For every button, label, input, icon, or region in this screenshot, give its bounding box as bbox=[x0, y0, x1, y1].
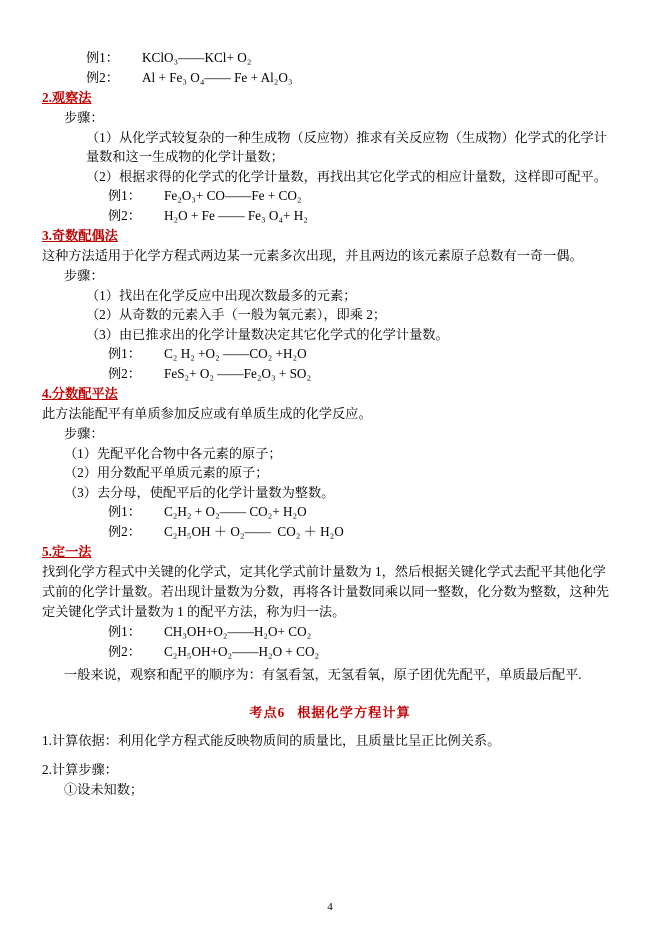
exam-point-header bbox=[42, 700, 618, 723]
example-label: 例1： bbox=[86, 50, 119, 65]
example-line bbox=[42, 68, 618, 88]
calc-steps-number: 2. bbox=[42, 762, 52, 777]
example-equation: Al + Fe₃ O₄—— Fe + Al₂O₃ bbox=[142, 69, 293, 85]
steps-label: 步骤： bbox=[64, 110, 104, 125]
example-label: 例2： bbox=[86, 69, 119, 85]
section-intro: 找到化学方程式中关键的化学式，定其化学式前计量数为 1，然后根据关键化学式去配平其他化学式前的化学计量数。若出现计量数为分数，再将各计量数同乘以同一整数，化分数为整数，这种先定关键化学式计量数为 1 的配平方法，称为归一法。 bbox=[42, 564, 610, 619]
section-heading bbox=[42, 541, 618, 562]
example-line bbox=[42, 364, 618, 384]
example-line bbox=[42, 642, 618, 662]
steps-label: 步骤： bbox=[64, 268, 104, 283]
section-title: 定一法 bbox=[51, 544, 92, 559]
steps-label: 步骤： bbox=[64, 426, 104, 441]
example-equation: Fe₂O₃+ CO——Fe + CO₂ bbox=[164, 188, 302, 203]
example-line bbox=[42, 622, 618, 642]
example-label: 例1： bbox=[108, 504, 141, 519]
example-line bbox=[42, 206, 618, 226]
step-item: （3）由已推求出的化学计量数决定其它化学式的化学计量数。 bbox=[86, 326, 449, 342]
exam-point-label: 考点6 bbox=[249, 705, 286, 720]
section-heading bbox=[42, 383, 618, 404]
calc-steps-title: 计算步骤： bbox=[51, 762, 118, 777]
example-equation: CH₃OH+O₂——H₂O+ CO₂ bbox=[164, 624, 312, 639]
section-number: 4. bbox=[42, 386, 52, 401]
calc-step-item: ①设未知数； bbox=[64, 782, 144, 797]
example-label: 例1： bbox=[108, 346, 141, 361]
section-title: 奇数配偶法 bbox=[51, 228, 118, 243]
calc-basis-number: 1. bbox=[42, 733, 52, 748]
section-heading bbox=[42, 87, 618, 108]
example-equation: C₂H₅OH ＋ O₂—— CO₂ ＋ H₂O bbox=[164, 523, 344, 539]
calc-steps-heading bbox=[42, 760, 618, 780]
summary-text: 一般来说，观察和配平的顺序为：有氢看氢，无氢看氧，原子团优先配平，单质最后配平. bbox=[64, 667, 582, 682]
example-label: 例2： bbox=[108, 523, 141, 539]
example-equation: KClO₃——KCl+ O₂ bbox=[142, 50, 252, 65]
example-equation: FeS₂+ O₂ ——Fe₂O₃ + SO₂ bbox=[164, 365, 312, 381]
calc-basis bbox=[42, 731, 618, 751]
section-intro: 这种方法适用于化学方程式两边某一元素多次出现，并且两边的该元素原子总数有一奇一偶。 bbox=[42, 248, 583, 263]
page-number: 4 bbox=[327, 901, 333, 913]
example-equation: C₂ H₂ +O₂ ——CO₂ +H₂O bbox=[164, 346, 307, 361]
step-item: （2）用分数配平单质元素的原子； bbox=[64, 465, 269, 480]
section-title: 分数配平法 bbox=[51, 386, 118, 401]
step-item: （2）根据求得的化学式的化学计量数，再找出其它化学式的相应计量数，这样即可配平。 bbox=[86, 168, 607, 184]
example-equation: H₂O + Fe —— Fe₃ O₄+ H₂ bbox=[164, 207, 308, 223]
example-label: 例2： bbox=[108, 365, 141, 381]
exam-point-title: 根据化学方程计算 bbox=[297, 705, 411, 720]
example-line bbox=[42, 522, 618, 542]
example-line bbox=[42, 186, 618, 206]
calc-basis-title: 计算依据： bbox=[51, 733, 118, 748]
step-item: （2）从奇数的元素入手（一般为氧元素），即乘 2； bbox=[86, 307, 387, 322]
section-number: 2. bbox=[42, 90, 52, 105]
section-number: 3. bbox=[42, 228, 52, 243]
example-line bbox=[42, 344, 618, 364]
section-heading bbox=[42, 225, 618, 246]
example-label: 例1： bbox=[108, 188, 141, 203]
section-intro: 此方法能配平有单质参加反应或有单质生成的化学反应。 bbox=[42, 406, 372, 421]
step-item: （1）从化学式较复杂的一种生成物（反应物）推求有关反应物（生成物）化学式的化学计量数和这一生成物的化学计量数； bbox=[86, 129, 607, 164]
step-item: （3）去分母，使配平后的化学计量数为整数。 bbox=[64, 484, 335, 500]
example-label: 例2： bbox=[108, 643, 141, 659]
example-equation: C₂H₂ + O₂—— CO₂+ H₂O bbox=[164, 504, 307, 519]
calc-basis-text: 利用化学方程式能反映物质间的质量比，且质量比呈正比例关系。 bbox=[117, 733, 501, 748]
section-title: 观察法 bbox=[51, 90, 92, 105]
section-number: 5. bbox=[42, 544, 52, 559]
step-item: （1）先配平化合物中各元素的原子； bbox=[64, 445, 282, 461]
step-item: （1）找出在化学反应中出现次数最多的元素； bbox=[86, 287, 357, 303]
example-equation: C₂H₅OH+O₂——H₂O + CO₂ bbox=[164, 643, 320, 659]
example-line bbox=[42, 502, 618, 522]
example-label: 例2： bbox=[108, 207, 141, 223]
example-label: 例1： bbox=[108, 624, 141, 639]
example-line bbox=[42, 48, 618, 68]
